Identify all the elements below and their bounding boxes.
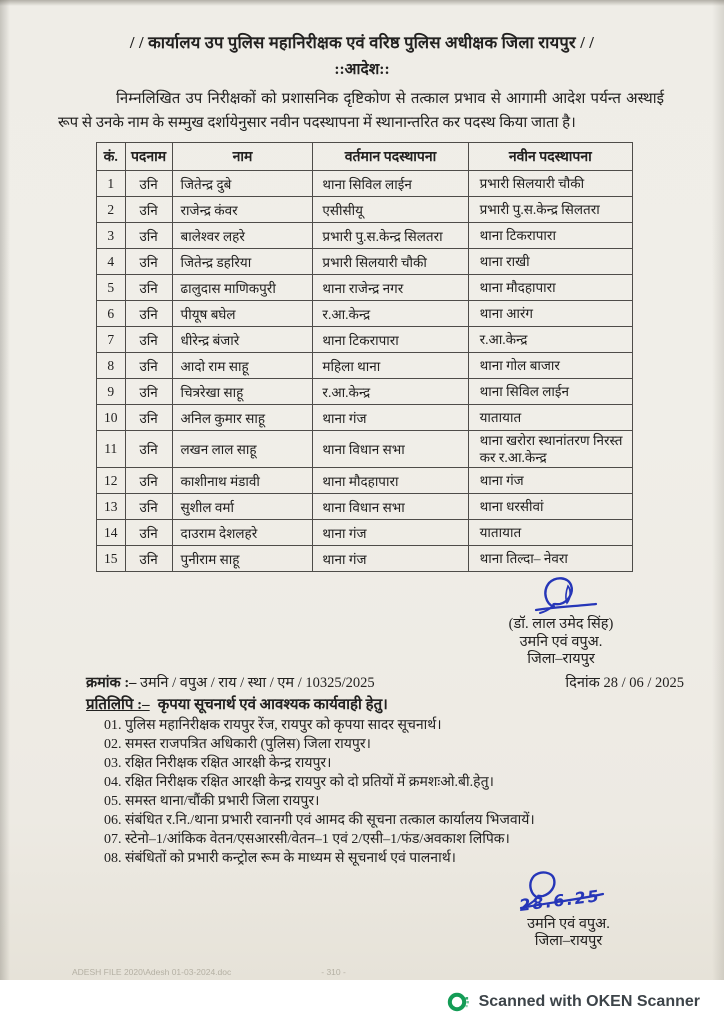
copy-label: प्रतिलिपि :– xyxy=(86,696,150,713)
table-cell: उनि xyxy=(125,520,172,546)
table-cell: सुशील वर्मा xyxy=(172,494,313,520)
table-row xyxy=(97,431,633,468)
table-cell: उनि xyxy=(125,197,172,223)
document-footer-faint xyxy=(72,967,684,977)
signature-block-top xyxy=(456,574,666,669)
table-row xyxy=(97,223,633,249)
table-cell: 3 xyxy=(97,223,126,249)
table-row xyxy=(97,546,633,572)
table-row xyxy=(97,468,633,494)
signatory-district: जिला–रायपुर xyxy=(534,933,603,949)
table-cell: थाना मौदहापारा xyxy=(468,275,632,301)
table-cell: यातायात xyxy=(468,520,632,546)
order-title: ::आदेश:: xyxy=(334,61,390,78)
table-cell: 6 xyxy=(97,301,126,327)
table-cell: अनिल कुमार साहू xyxy=(172,405,313,431)
table-row xyxy=(97,171,633,197)
table-header-row xyxy=(97,143,633,171)
table-cell: थाना धरसीवां xyxy=(468,494,632,520)
scanner-footer-text: Scanned with OKEN Scanner xyxy=(478,993,700,1010)
reference-row xyxy=(86,672,684,692)
order-date-label: दिनांक xyxy=(565,674,600,691)
order-number-label: क्रमांक :– xyxy=(86,674,137,691)
table-cell: थाना विधान सभा xyxy=(313,431,468,468)
table-cell: उनि xyxy=(125,379,172,405)
table-cell: 14 xyxy=(97,520,126,546)
signature-block-bottom xyxy=(461,870,676,951)
table-cell: पुनीराम साहू xyxy=(172,546,313,572)
table-header-cell: नाम xyxy=(172,143,313,171)
table-cell: उनि xyxy=(125,546,172,572)
table-cell: जितेन्द्र दुबे xyxy=(172,171,313,197)
table-cell: महिला थाना xyxy=(313,353,468,379)
table-cell: 4 xyxy=(97,249,126,275)
table-cell: प्रभारी सिलयारी चौकी xyxy=(468,171,632,197)
order-date-value: 28 / 06 / 2025 xyxy=(603,674,684,691)
table-cell: एसीसीयू xyxy=(313,197,468,223)
table-cell: थाना टिकरापारा xyxy=(313,327,468,353)
file-path-faint: ADESH FILE 2020\Adesh 01-03-2024.doc xyxy=(72,966,232,977)
table-cell: उनि xyxy=(125,275,172,301)
table-cell: राजेन्द्र कंवर xyxy=(172,197,313,223)
copy-list-item: 03. रक्षित निरीक्षक रक्षित आरक्षी केन्द्र रायपुर। xyxy=(104,755,332,771)
table-cell: 10 xyxy=(97,405,126,431)
table-cell: जितेन्द्र डहरिया xyxy=(172,249,313,275)
table-cell: उनि xyxy=(125,405,172,431)
copy-list-item: 06. संबंधित र.नि./थाना प्रभारी रवानगी एवं आमद की सूचना तत्काल कार्यालय भिजवायें। xyxy=(104,812,535,828)
table-header-cell: नवीन पदस्थापना xyxy=(468,143,632,171)
table-cell: थाना गंज xyxy=(313,520,468,546)
table-cell: दाउराम देशलहरे xyxy=(172,520,313,546)
table-cell: पीयूष बघेल xyxy=(172,301,313,327)
office-header: / / कार्यालय उप पुलिस महानिरीक्षक एवं वरिष्ठ पुलिस अधीक्षक जिला रायपुर / / xyxy=(129,33,595,52)
copy-list-item: 05. समस्त थाना/चौंकी प्रभारी जिला रायपुर। xyxy=(104,793,320,809)
table-cell: र.आ.केन्द्र xyxy=(313,301,468,327)
page-number-faint: - 310 - xyxy=(321,966,346,977)
table-cell: थाना तिल्दा– नेवरा xyxy=(468,546,632,572)
table-cell: ढालुदास माणिकपुरी xyxy=(172,275,313,301)
table-cell: उनि xyxy=(125,327,172,353)
table-cell: प्रभारी पु.स.केन्द्र सिलतरा xyxy=(468,197,632,223)
table-cell: 2 xyxy=(97,197,126,223)
table-cell: 5 xyxy=(97,275,126,301)
copy-list-item: 02. समस्त राजपत्रित अधिकारी (पुलिस) जिला रायपुर। xyxy=(104,736,371,752)
table-cell: 1 xyxy=(97,171,126,197)
table-cell: 15 xyxy=(97,546,126,572)
signature-scribble-bottom xyxy=(461,870,676,916)
table-cell: काशीनाथ मंडावी xyxy=(172,468,313,494)
table-row xyxy=(97,327,633,353)
oken-scanner-logo-icon xyxy=(446,990,470,1014)
order-date xyxy=(565,672,684,692)
handwritten-date: 28.6.25 xyxy=(518,885,602,915)
copy-subject: कृपया सूचनार्थ एवं आवश्यक कार्यवाही हेतु। xyxy=(157,696,388,713)
table-cell: 11 xyxy=(97,431,126,468)
table-cell: थाना गंज xyxy=(313,546,468,572)
copy-section-heading xyxy=(86,694,724,714)
table-row xyxy=(97,353,633,379)
table-cell: 8 xyxy=(97,353,126,379)
table-cell: थाना गंज xyxy=(468,468,632,494)
copy-list-item: 04. रक्षित निरीक्षक रक्षित आरक्षी केन्द्र रायपुर को दो प्रतियों में क्रमशःओ.बी.हेतु। xyxy=(104,774,494,790)
copy-list-item: 01. पुलिस महानिरीक्षक रायपुर रेंज, रायपुर को कृपया सादर सूचनार्थ। xyxy=(104,717,442,733)
table-cell: प्रभारी सिलयारी चौकी xyxy=(313,249,468,275)
table-row xyxy=(97,249,633,275)
table-row xyxy=(97,405,633,431)
table-row xyxy=(97,301,633,327)
table-row xyxy=(97,379,633,405)
table-cell: उनि xyxy=(125,353,172,379)
table-cell: थाना मौदहापारा xyxy=(313,468,468,494)
table-cell: उनि xyxy=(125,431,172,468)
signatory-designation: उमनि एवं वपुअ. xyxy=(519,633,603,650)
table-cell: धीरेन्द्र बंजारे xyxy=(172,327,313,353)
table-row xyxy=(97,197,633,223)
copy-list xyxy=(104,716,694,868)
scanner-footer xyxy=(0,980,724,1024)
order-intro-paragraph: निम्नलिखित उप निरीक्षकों को प्रशासनिक दृष्टिकोण से तत्काल प्रभाव से आगामी आदेश पर्यन्त अस्थाई रूप से उनके नाम के सम्मुख दर्शायेनुसार नवीन पदस्थापना में स्थानान्तरित कर पदस्थ किया जाता है। xyxy=(58,91,664,131)
transfer-table xyxy=(96,142,633,572)
table-cell: र.आ.केन्द्र xyxy=(468,327,632,353)
table-header-cell: वर्तमान पदस्थापना xyxy=(313,143,468,171)
copy-list-item: 08. संबंधितों को प्रभारी कन्ट्रोल रूम के माध्यम से सूचनार्थ एवं पालनार्थ। xyxy=(104,850,456,866)
order-number-value: उमनि / वपुअ / राय / स्था / एम / 10325/2025 xyxy=(140,674,375,691)
table-cell: उनि xyxy=(125,468,172,494)
table-cell: उनि xyxy=(125,171,172,197)
table-cell: र.आ.केन्द्र xyxy=(313,379,468,405)
table-cell: थाना सिविल लाईन xyxy=(468,379,632,405)
table-row xyxy=(97,494,633,520)
table-cell: थाना गोल बाजार xyxy=(468,353,632,379)
table-cell: थाना विधान सभा xyxy=(313,494,468,520)
table-cell: उनि xyxy=(125,301,172,327)
table-cell: 13 xyxy=(97,494,126,520)
table-cell: यातायात xyxy=(468,405,632,431)
transfer-table-body xyxy=(97,171,633,572)
table-header-cell: पदनाम xyxy=(125,143,172,171)
table-cell: थाना खरोरा स्थानांतरण निरस्त कर र.आ.केन्द्र xyxy=(468,431,632,468)
table-cell: उनि xyxy=(125,249,172,275)
signatory-designation: उमनि एवं वपुअ. xyxy=(527,915,610,932)
table-row xyxy=(97,520,633,546)
table-cell: लखन लाल साहू xyxy=(172,431,313,468)
table-cell: 9 xyxy=(97,379,126,405)
table-cell: उनि xyxy=(125,223,172,249)
table-cell: थाना राजेन्द्र नगर xyxy=(313,275,468,301)
signatory-district: जिला–रायपुर xyxy=(527,651,595,667)
order-number xyxy=(86,672,375,692)
table-cell: थाना टिकरापारा xyxy=(468,223,632,249)
table-cell: 12 xyxy=(97,468,126,494)
table-cell: चित्ररेखा साहू xyxy=(172,379,313,405)
table-row xyxy=(97,275,633,301)
table-cell: आदो राम साहू xyxy=(172,353,313,379)
table-cell: थाना आरंग xyxy=(468,301,632,327)
table-cell: थाना राखी xyxy=(468,249,632,275)
signatory-name: (डॉ. लाल उमेद सिंह) xyxy=(508,616,614,632)
table-header-cell: कं. xyxy=(97,143,126,171)
table-cell: थाना सिविल लाईन xyxy=(313,171,468,197)
table-cell: 7 xyxy=(97,327,126,353)
table-cell: उनि xyxy=(125,494,172,520)
table-cell: प्रभारी पु.स.केन्द्र सिलतरा xyxy=(313,223,468,249)
signature-scribble-icon xyxy=(516,574,606,616)
copy-list-item: 07. स्टेनो–1/आंकिक वेतन/एसआरसी/वेतन–1 एवं 2/एसी–1/फंड/अवकाश लिपिक। xyxy=(104,831,510,847)
table-cell: थाना गंज xyxy=(313,405,468,431)
table-cell: बालेश्वर लहरे xyxy=(172,223,313,249)
